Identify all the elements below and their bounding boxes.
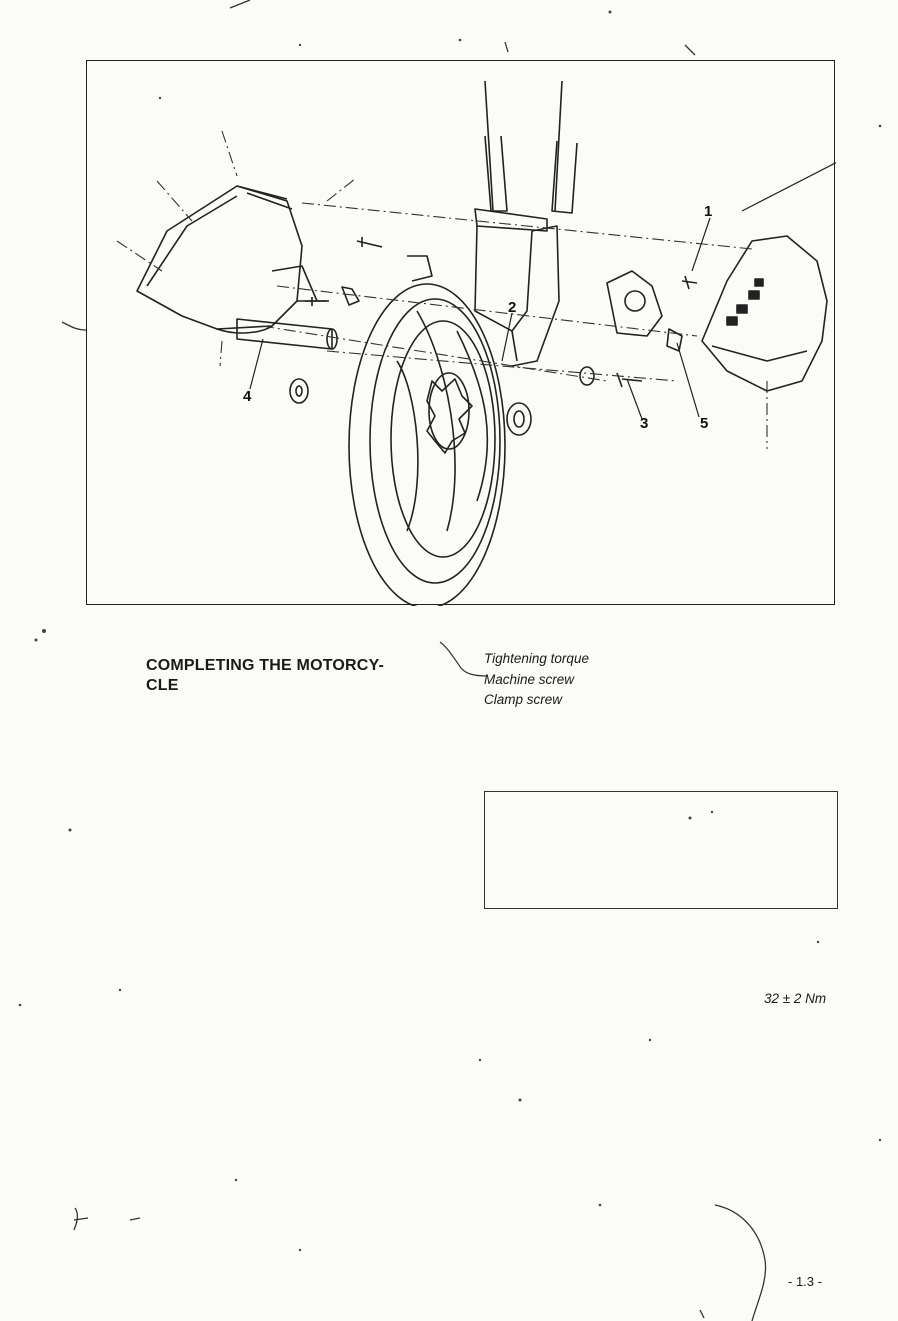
front-wheel <box>349 284 505 606</box>
callout-1: 1 <box>704 203 713 220</box>
page-number: - 1.3 - <box>788 1274 822 1289</box>
callout-5: 5 <box>700 415 709 432</box>
axle-tube <box>237 319 337 349</box>
clamp-left <box>342 287 359 305</box>
bolt-1 <box>682 276 697 289</box>
section-heading-line-2: CLE <box>146 677 179 694</box>
spacer-bushing <box>507 367 594 435</box>
exploded-view-figure <box>86 60 835 605</box>
torque-title: Tightening torque <box>484 651 589 666</box>
washer <box>290 379 308 403</box>
callout-2: 2 <box>508 299 517 316</box>
callout-4: 4 <box>243 388 252 405</box>
section-heading <box>146 656 436 696</box>
front-fairing-right <box>702 236 827 391</box>
callout-3: 3 <box>640 415 649 432</box>
front-wheel-fairing-exploded-diagram <box>87 61 836 606</box>
tightening-torque-block <box>484 649 589 711</box>
torque-value: 32 ± 2 Nm <box>764 991 827 1006</box>
section-heading-line-1: COMPLETING THE MOTORCY- <box>146 657 385 674</box>
clamp-5 <box>667 329 682 351</box>
bolt-left-1 <box>357 237 382 247</box>
bolt-left-2 <box>305 297 329 306</box>
spec-box <box>484 791 838 909</box>
torque-item-machine-screw: Machine screw <box>484 671 575 687</box>
front-fender-left-part <box>137 186 327 333</box>
torque-item-clamp-screw: Clamp screw <box>484 692 563 707</box>
